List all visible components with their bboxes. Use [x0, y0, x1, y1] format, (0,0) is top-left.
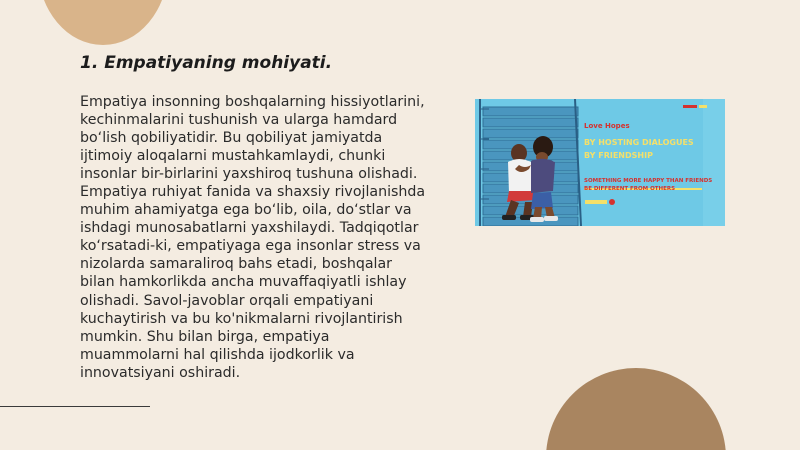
- illustration-image: [475, 99, 725, 226]
- banner-kicker-text: Love Hopes: [584, 122, 630, 130]
- banner-sub-line-1: SOMETHING MORE HAPPY THAN FRIENDS: [584, 178, 713, 184]
- banner-headline-line-2: BY FRIENDSHIP: [584, 151, 653, 160]
- banner-sub-line-2: BE DIFFERENT FROM OTHERS: [584, 186, 676, 192]
- banner-headline-line-1: BY HOSTING DIALOGUES: [584, 138, 694, 147]
- decorative-circle-top: [38, 0, 168, 45]
- decorative-line: [0, 406, 150, 407]
- slide-body-text: Empatiya insonning boshqalarning hissiyotlarini, kechinmalarini tushunish va ularga hamdard bo‘lish qobiliyatidir. Bu qobiliyat jamiyatda ijtimoiy aloqalarni mustahkamlaydi, chunki insonlar bir-birlarini yaxshiroq tushuna olishadi. Empatiya ruhiyat fanida va shaxsiy rivojlanishda muhim ahamiyatga ega bo‘lib, oila, do‘stlar va ishdagi munosabatlarni yaxshilaydi. Tadqiqotlar ko‘rsatadi-ki, empatiyaga ega insonlar stress va nizolarda samaraliroq bahs etadi, boshqalar bilan hamkorlikda ancha muvaffaqiyatli ishlay olishadi. Savol-javoblar orqali empatiyani kuchaytirish va bu ko'nikmalarni rivojlantirish mumkin. Shu bilan birga, empatiya muammolarni hal qilishda ijodkorlik va innovatsiyani oshiradi.: [80, 94, 426, 381]
- stairs-hug-illustration-icon: [475, 99, 725, 226]
- slide-title: 1. Empatiyaning mohiyati.: [80, 53, 333, 73]
- decorative-circle-bottom: [546, 368, 726, 450]
